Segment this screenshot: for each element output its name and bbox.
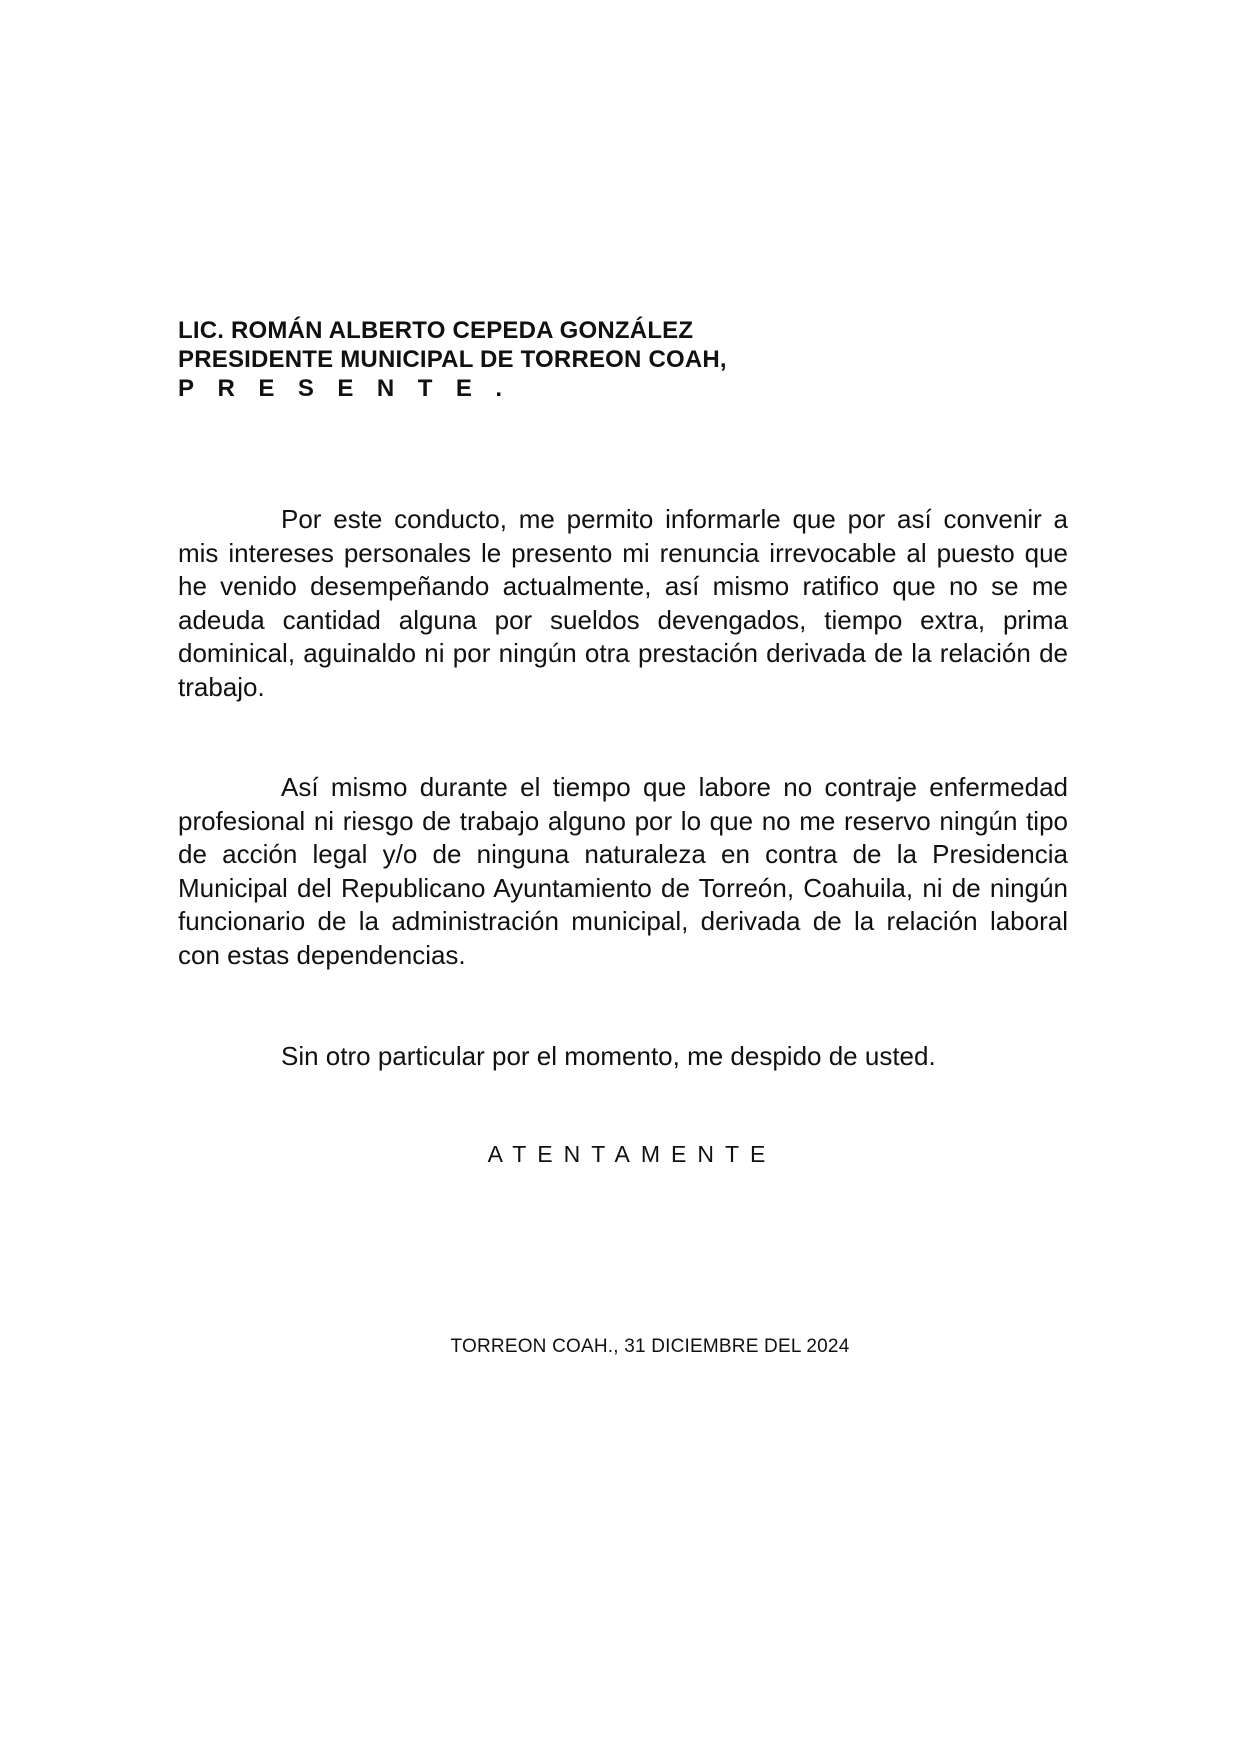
addressee-title: PRESIDENTE MUNICIPAL DE TORREON COAH, <box>178 346 727 373</box>
addressee-name: LIC. ROMÁN ALBERTO CEPEDA GONZÁLEZ <box>178 317 694 344</box>
farewell-paragraph: Sin otro particular por el momento, me despido de usted. <box>281 1041 936 1071</box>
addressee-block <box>178 316 1078 403</box>
presente-line: PRESENTE. <box>178 375 526 402</box>
resignation-paragraph: Por este conducto, me permito informarle que por así convenir a mis intereses personales le presento mi renuncia irrevocable al puesto que he venido desempeñando actualmente, así mismo ratifico que no se me adeuda cantidad alguna por sueldos devengados, tiempo extra, prima dominical, aguinaldo ni por ningún otra prestación derivada de la relación de trabajo. <box>178 504 1068 702</box>
closing-atentamente: ATENTAMENTE <box>487 1141 777 1167</box>
waiver-paragraph: Así mismo durante el tiempo que labore no contraje enfermedad profesional ni riesgo de trabajo alguno por lo que no me reservo ningún tipo de acción legal y/o de ninguna naturaleza en contra de la Presidencia Municipal del Republicano Ayuntamiento de Torreón, Coahuila, ni de ningún funcionario de la administración municipal, derivada de la relación laboral con estas dependencias. <box>178 772 1068 970</box>
place-date-line: TORREON COAH., 31 DICIEMBRE DEL 2024 <box>450 1336 850 1357</box>
